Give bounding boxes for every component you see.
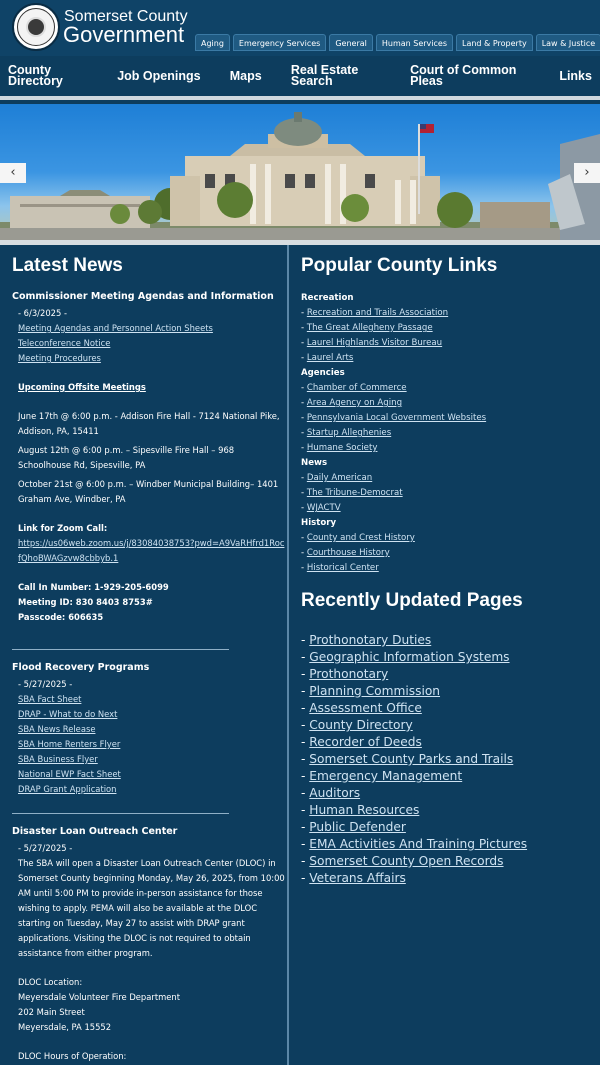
news-item-date: - 6/3/2025 -	[18, 308, 67, 318]
news-item-date: - 5/27/2025 -	[18, 843, 73, 853]
news-link[interactable]: National EWP Fact Sheet	[18, 769, 121, 779]
meeting-entry: June 17th @ 6:00 p.m. - Addison Fire Hall - 7124 National Pike, Addison, PA, 15411	[18, 411, 280, 436]
meeting-entry: August 12th @ 6:00 p.m. – Sipesville Fire Hall – 968 Schoolhouse Rd, Sipesville, PA	[18, 445, 235, 470]
updated-page-link[interactable]: Public Defender	[309, 820, 406, 834]
popular-link[interactable]: The Tribune-Democrat	[306, 488, 403, 498]
popular-link[interactable]: County and Crest History	[306, 533, 415, 543]
news-link[interactable]: SBA Home Renters Flyer	[18, 739, 121, 749]
seal-ring	[17, 8, 55, 46]
tab-land-property[interactable]: Land & Property	[456, 34, 533, 51]
location-line: Meyersdale Volunteer Fire Department	[18, 992, 181, 1002]
news-link[interactable]: SBA News Release	[18, 724, 96, 734]
popular-link[interactable]: The Great Allegheny Passage	[306, 323, 433, 333]
popular-link[interactable]: WJACTV	[306, 503, 341, 513]
updated-page-link[interactable]: Assessment Office	[309, 701, 422, 715]
news-item-body	[12, 677, 287, 797]
link-group-agencies: Agencies	[301, 368, 345, 378]
news-item-body	[12, 306, 287, 625]
location-line: 202 Main Street	[18, 1007, 85, 1017]
updated-page-link[interactable]: Veterans Affairs	[309, 871, 406, 885]
location-label: DLOC Location:	[18, 977, 83, 987]
meeting-id: Meeting ID: 830 8403 8753#	[18, 597, 153, 607]
tab-aging[interactable]: Aging	[195, 34, 230, 51]
updated-page-link[interactable]: Human Resources	[309, 803, 420, 817]
brand-title-line2[interactable]: Government	[63, 22, 185, 47]
updated-page-link[interactable]: Planning Commission	[309, 684, 441, 698]
link-group-recreation: Recreation	[301, 293, 354, 303]
popular-link[interactable]: Daily American	[306, 473, 373, 483]
popular-link[interactable]: Pennsylvania Local Government Websites	[306, 413, 487, 423]
tab-emergency-services[interactable]: Emergency Services	[233, 34, 326, 51]
tab-law-justice[interactable]: Law & Justice	[536, 34, 600, 51]
latest-news-heading: Latest News	[12, 255, 123, 276]
updated-page-link[interactable]: County Directory	[309, 718, 413, 732]
news-item-date: - 5/27/2025 -	[18, 679, 73, 689]
popular-link[interactable]: Area Agency on Aging	[306, 398, 403, 408]
popular-link[interactable]: Laurel Arts	[306, 353, 354, 363]
popular-link[interactable]: Startup Alleghenies	[306, 428, 392, 438]
recently-updated-heading: Recently Updated Pages	[301, 590, 523, 611]
popular-link[interactable]: Humane Society	[306, 443, 378, 453]
news-link[interactable]: Meeting Procedures	[18, 353, 101, 363]
carousel-prev-button[interactable]: ‹	[0, 163, 26, 183]
nav-court-of-common-pleas[interactable]: Court of Common Pleas	[410, 63, 517, 88]
updated-page-link[interactable]: Geographic Information Systems	[309, 650, 510, 664]
link-group-history: History	[301, 518, 337, 528]
updated-page-link[interactable]: Prothonotary Duties	[309, 633, 432, 647]
offsite-meetings-heading: Upcoming Offsite Meetings	[18, 382, 146, 392]
latest-news-column	[0, 245, 287, 1065]
news-item-body	[12, 841, 287, 1064]
brand-title-line1[interactable]: Somerset County	[64, 8, 188, 25]
nav-job-openings[interactable]: Job Openings	[117, 68, 201, 83]
link-group-news: News	[301, 458, 328, 468]
news-item-title: Commissioner Meeting Agendas and Information	[12, 291, 274, 302]
updated-page-link[interactable]: Auditors	[309, 786, 361, 800]
courthouse-photo	[0, 104, 600, 240]
hours-label: DLOC Hours of Operation:	[18, 1051, 127, 1061]
updated-page-link[interactable]: Somerset County Open Records	[309, 854, 504, 868]
updated-page-link[interactable]: Recorder of Deeds	[309, 735, 422, 749]
county-seal-logo[interactable]	[12, 3, 60, 51]
nav-links[interactable]: Links	[559, 68, 592, 83]
tab-general[interactable]: General	[329, 34, 373, 51]
recently-updated-list: - Prothonotary Duties - Geographic Information Systems - Prothonotary - Planning Commission - Assessment Office - County Directory - Recorder of Deeds - Somerset County Parks and Trails - Emergency Management - Auditors - Human Resources - Public Defender - EMA Activities And Training Pictures - Somerset County Open Records - Veterans Affairs	[301, 633, 528, 885]
zoom-link[interactable]: https://us06web.zoom.us/j/83084038753?pwd=A9VaRHfrd1RocfQhoBWAGzvw8cbbyb.1	[18, 538, 285, 563]
updated-page-link[interactable]: Emergency Management	[309, 769, 463, 783]
news-item-title: Flood Recovery Programs	[12, 662, 150, 673]
sidebar-column: Popular County Links Recreation - Recreation and Trails Association - The Great Allegheny Passage - Laurel Highlands Visitor Bureau - Laurel Arts Agencies - Chamber of Commerce - Area Agency on Aging - Pennsylvania Local Government Websites - Startup Alleghenies - Humane Society News - Daily American - The Tribune-Democrat - WJACTV History - County and Crest History - Courthouse History - Historical Center Recently Updated Pages - Prothonotary Duties - Geographic Information Systems - Prothonotary - Planning Commission - Assessment Office - County Directory - Recorder of Deeds - Somerset County Parks and Trails - Emergency Management - Auditors - Human Resources - Public Defender - EMA Activities And Training Pictures - Somerset County Open Records - Veterans Affairs	[289, 245, 600, 1065]
top-category-tabs	[195, 34, 600, 51]
news-link[interactable]: DRAP Grant Application	[18, 784, 117, 794]
news-link[interactable]: SBA Business Flyer	[18, 754, 98, 764]
updated-page-link[interactable]: Prothonotary	[309, 667, 389, 681]
updated-page-link[interactable]: Somerset County Parks and Trails	[309, 752, 514, 766]
news-divider	[12, 813, 229, 814]
popular-link[interactable]: Recreation and Trails Association	[306, 308, 449, 318]
news-link[interactable]: Meeting Agendas and Personnel Action Sheets	[18, 323, 213, 333]
hero-carousel	[0, 104, 600, 240]
call-in-number: Call In Number: 1-929-205-6099	[18, 582, 169, 592]
location-line: Meyersdale, PA 15552	[18, 1022, 112, 1032]
zoom-label: Link for Zoom Call:	[18, 523, 108, 533]
news-link[interactable]: Teleconference Notice	[18, 338, 111, 348]
nav-county-directory[interactable]: County Directory	[8, 63, 63, 88]
news-link[interactable]: DRAP - What to do Next	[18, 709, 118, 719]
tab-human-services[interactable]: Human Services	[376, 34, 453, 51]
updated-page-link[interactable]: EMA Activities And Training Pictures	[309, 837, 528, 851]
main-navigation	[0, 56, 600, 100]
news-divider	[12, 649, 229, 650]
popular-links-heading: Popular County Links	[301, 255, 498, 276]
meeting-entry: October 21st @ 6:00 p.m. – Windber Municipal Building– 1401 Graham Ave, Windber, PA	[18, 479, 279, 504]
meeting-passcode: Passcode: 606635	[18, 612, 104, 622]
popular-link[interactable]: Historical Center	[306, 563, 379, 573]
nav-real-estate-search[interactable]: Real Estate Search	[290, 63, 359, 88]
seal-emblem	[26, 17, 46, 37]
nav-maps[interactable]: Maps	[229, 68, 262, 83]
news-link[interactable]: SBA Fact Sheet	[18, 694, 82, 704]
news-item-title: Disaster Loan Outreach Center	[12, 826, 178, 837]
popular-link[interactable]: Chamber of Commerce	[306, 383, 407, 393]
popular-link[interactable]: Courthouse History	[306, 548, 390, 558]
news-item-text: The SBA will open a Disaster Loan Outreach Center (DLOC) in Somerset County beginning Monday, May 26, 2025, from 10:00 AM until 5:00 PM to provide in-person assistance for those wishing to apply. PEMA will also be available at the DLOC starting on Tuesday, May 27 to assist with DRAP grant applications. Visiting the DLOC is not required to obtain assistance from either program.	[18, 858, 285, 958]
site-header	[0, 0, 600, 56]
carousel-next-button[interactable]: ›	[574, 163, 600, 183]
popular-link[interactable]: Laurel Highlands Visitor Bureau	[306, 338, 443, 348]
